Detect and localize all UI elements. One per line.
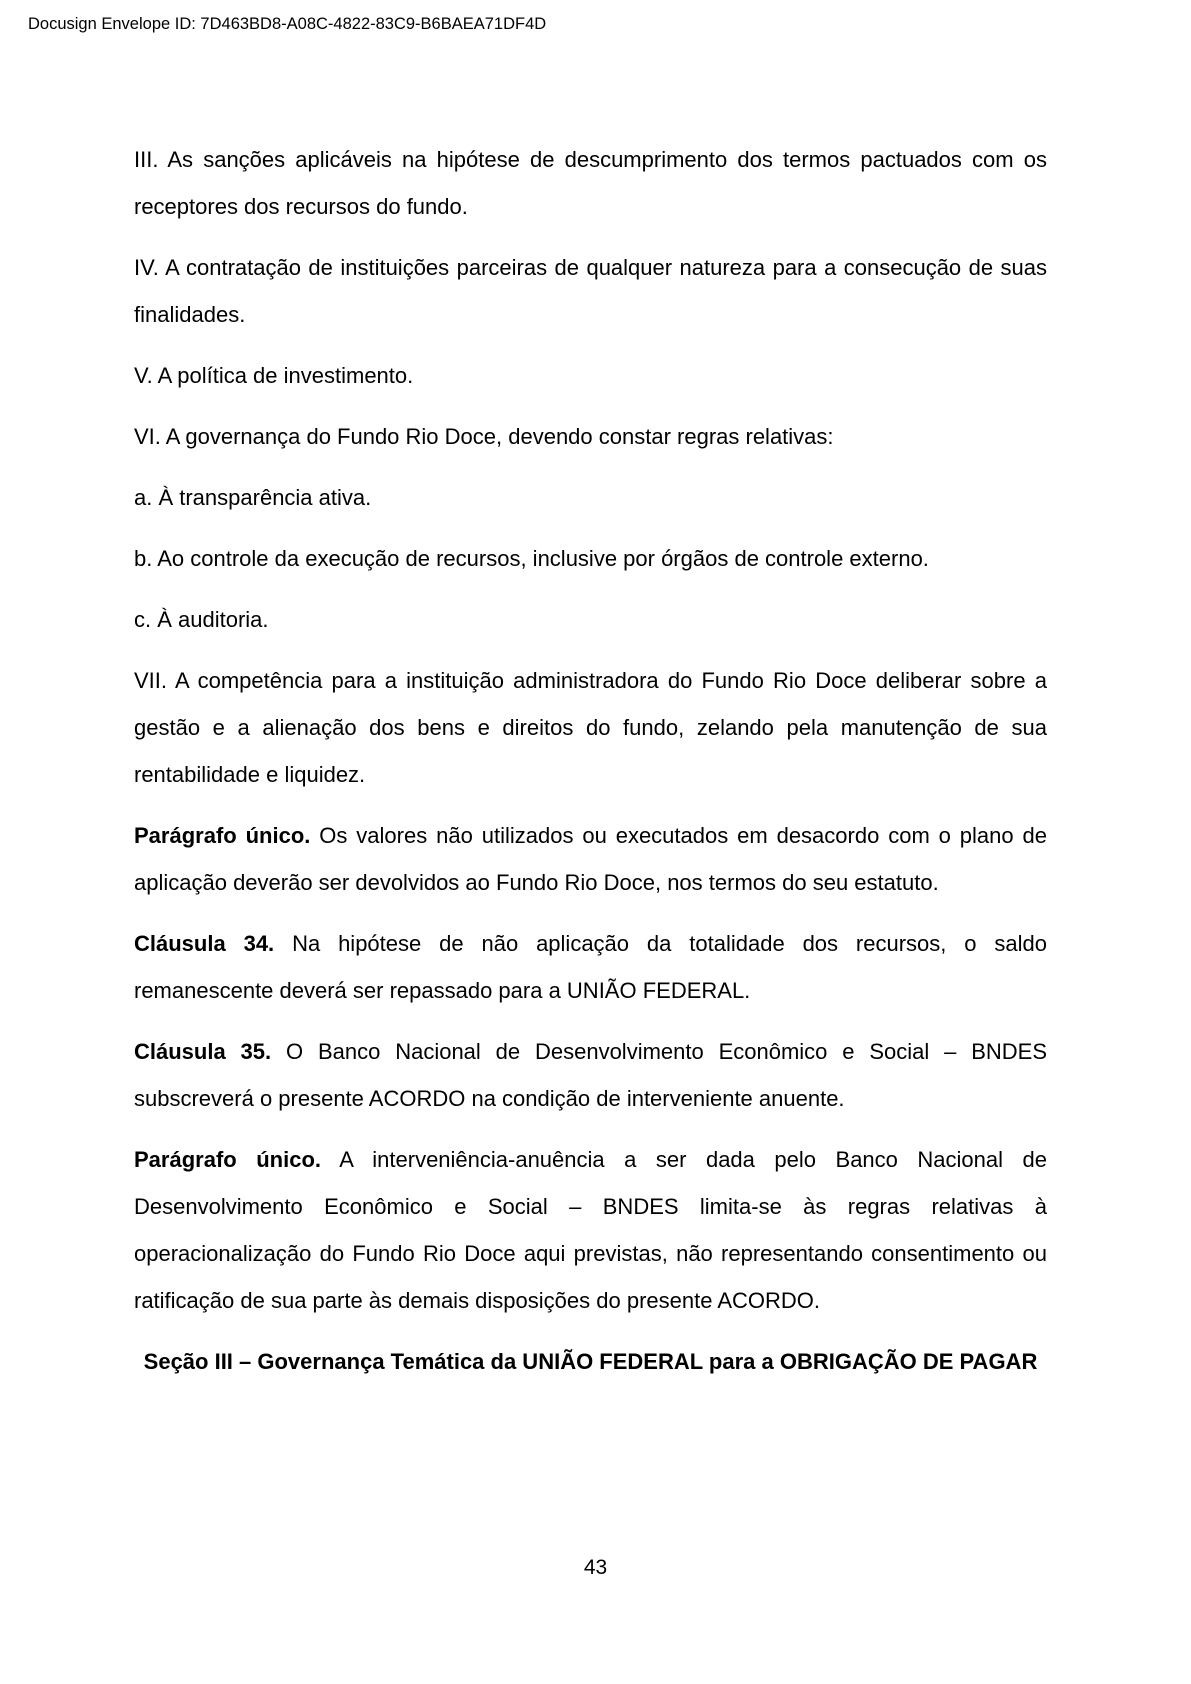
paragraph-item-a: a. À transparência ativa.: [134, 485, 372, 510]
paragraph-item-iv: IV. A contratação de instituições parceiras de qualquer natureza para a consecução de suas finalidades.: [134, 255, 1047, 327]
paragraph-lead-label: Parágrafo único.: [134, 823, 311, 848]
paragraph-clausula-34: [134, 920, 1047, 1014]
paragraph-item-b: b. Ao controle da execução de recursos, inclusive por órgãos de controle externo.: [134, 546, 929, 571]
paragraph-item-vii: VII. A competência para a instituição administradora do Fundo Rio Doce deliberar sobre a gestão e a alienação dos bens e direitos do fundo, zelando pela manutenção de sua rentabilidade e liquidez.: [134, 668, 1047, 787]
paragraph-item-c: c. À auditoria.: [134, 607, 269, 632]
page-number: 43: [583, 1556, 608, 1579]
paragraph-text: O Banco Nacional de Desenvolvimento Econômico e Social – BNDES subscreverá o presente ACORDO na condição de interveniente anuente.: [134, 1039, 1048, 1111]
paragraph-item-vi: VI. A governança do Fundo Rio Doce, devendo constar regras relativas:: [134, 424, 834, 449]
paragraph-lead-label: Cláusula 34.: [134, 931, 275, 956]
document-body: [134, 136, 1047, 1385]
paragraph-lead-label: Parágrafo único.: [134, 1147, 321, 1172]
paragraph-lead-label: Cláusula 35.: [134, 1039, 272, 1064]
paragraph-text: Os valores não utilizados ou executados em desacordo com o plano de aplicação deverão ser devolvidos ao Fundo Rio Doce, nos termos do seu estatuto.: [134, 823, 1047, 895]
paragraph-clausula-35: [134, 1028, 1047, 1122]
paragraph-paragrafo-unico-2: [134, 1136, 1047, 1324]
paragraph-text: Na hipótese de não aplicação da totalidade dos recursos, o saldo remanescente deverá ser repassado para a UNIÃO FEDERAL.: [134, 931, 1047, 1003]
paragraph-text: A interveniência-anuência a ser dada pelo Banco Nacional de Desenvolvimento Econômico e Social – BNDES limita-se às regras relativas à operacionalização do Fundo Rio Doce aqui previstas, não representando consentimento ou ratificação de sua parte às demais disposições do presente ACORDO.: [134, 1147, 1047, 1313]
paragraph-paragrafo-unico-1: [134, 812, 1047, 906]
paragraph-item-iii: III. As sanções aplicáveis na hipótese de descumprimento dos termos pactuados com os receptores dos recursos do fundo.: [134, 147, 1047, 219]
docusign-envelope-id: Docusign Envelope ID: 7D463BD8-A08C-4822-83C9-B6BAEA71DF4D: [28, 15, 547, 33]
paragraph-item-v: V. A política de investimento.: [134, 363, 414, 388]
section-heading: Seção III – Governança Temática da UNIÃO FEDERAL para a OBRIGAÇÃO DE PAGAR: [143, 1349, 1038, 1374]
